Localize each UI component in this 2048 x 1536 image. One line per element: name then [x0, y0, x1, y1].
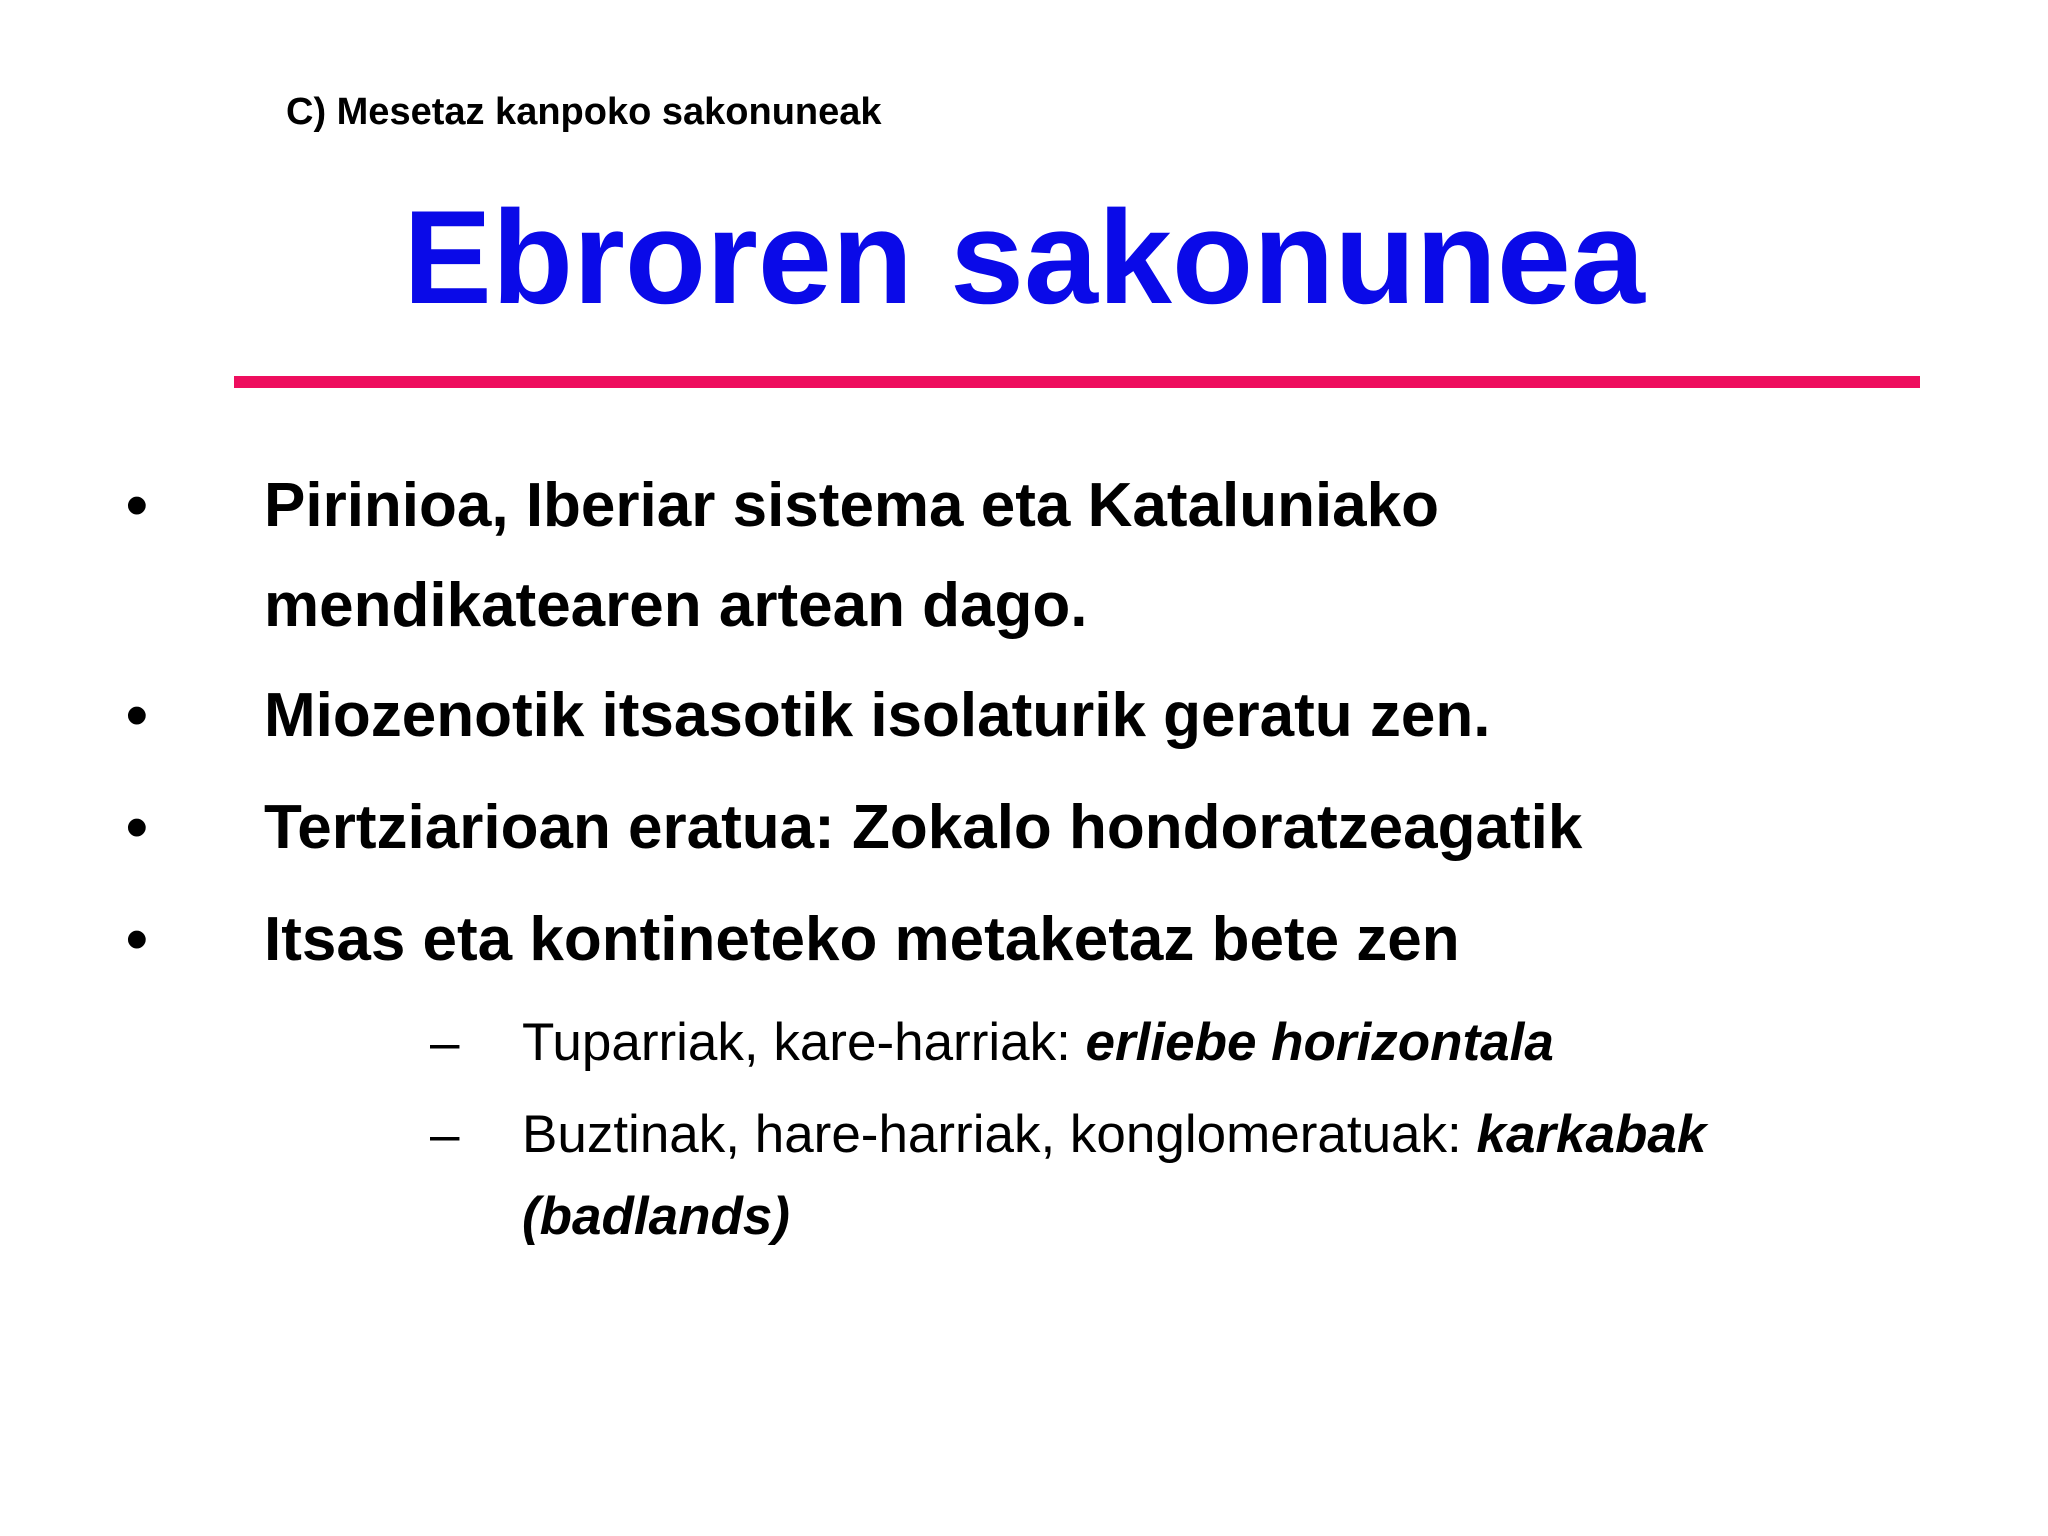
- bullet-item-1-line-1: Pirinioa, Iberiar sistema eta Kataluniako: [264, 471, 1440, 540]
- bullet-item-3: Tertziarioan eratua: Zokalo hondoratzeagatik: [264, 793, 1583, 862]
- bullet-marker: •: [126, 793, 148, 862]
- sub-bullet-item-2-text: Buztinak, hare-harriak, konglomeratuak:: [522, 1105, 1477, 1164]
- sub-bullet-item-2-line-2: (badlands): [522, 1187, 790, 1246]
- sub-bullet-item-1-text: Tuparriak, kare-harriak:: [522, 1013, 1086, 1072]
- sub-bullet-item-2-emphasis: karkabak: [1476, 1105, 1707, 1164]
- bullet-item-1-line-2: mendikatearen artean dago.: [264, 571, 1088, 640]
- title-underline-rule: [234, 376, 1920, 388]
- bullet-item-2: Miozenotik itsasotik isolaturik geratu zen.: [264, 681, 1491, 750]
- bullet-marker: •: [126, 905, 148, 974]
- sub-bullet-marker: –: [430, 1013, 460, 1072]
- sub-bullet-item-1: [522, 1002, 1942, 1084]
- sub-bullet-item-2-line-1: [522, 1094, 1942, 1176]
- bullet-item-4: Itsas eta kontineteko metaketaz bete zen: [264, 905, 1460, 974]
- bullet-item-1: [264, 456, 1824, 656]
- section-label: C) Mesetaz kanpoko sakonuneak: [286, 91, 882, 133]
- sub-bullet-marker: –: [430, 1105, 460, 1164]
- slide-title: Ebroren sakonunea: [403, 184, 1645, 332]
- sub-bullet-item-2: [522, 1094, 1942, 1258]
- bullet-marker: •: [126, 681, 148, 750]
- bullet-marker: •: [126, 471, 148, 540]
- sub-bullet-item-1-emphasis: erliebe horizontala: [1085, 1013, 1554, 1072]
